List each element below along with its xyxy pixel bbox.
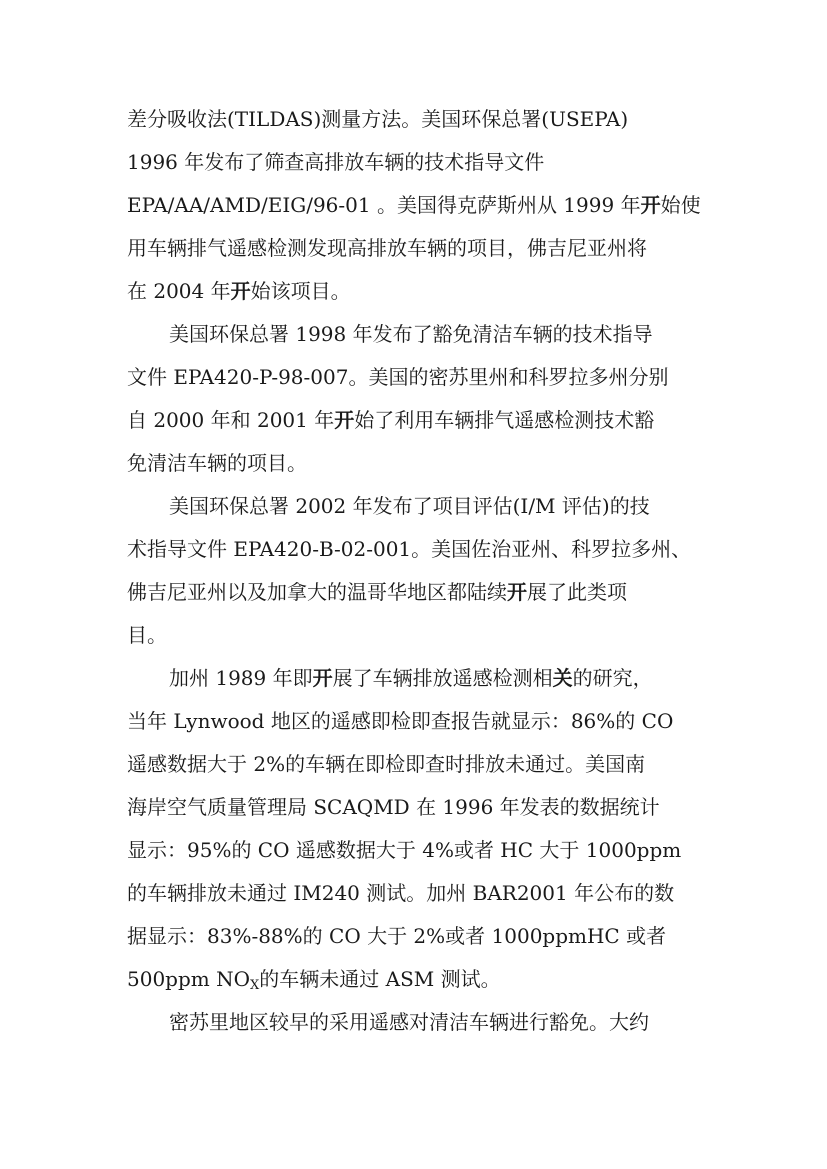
text-line: [127, 915, 707, 958]
text-segment: 的车辆未通过 ASM 测试。: [259, 967, 501, 991]
text-segment: 展了此类项: [527, 580, 627, 604]
text-line: [127, 872, 707, 915]
text-segment: 用车辆排气遥感检测发现高排放车辆的项目，佛吉尼亚州将: [127, 236, 647, 260]
text-segment: 加州 1989 年即: [169, 666, 313, 690]
text-segment: 开: [334, 408, 355, 432]
paragraph: [127, 98, 707, 313]
text-segment: 美国环保总署 2002 年发布了项目评估(I/M 评估)的技: [169, 494, 650, 518]
text-segment: 1996 年发布了筛查高排放车辆的技术指导文件: [127, 150, 545, 174]
text-segment: 开: [640, 193, 661, 217]
paragraph: [127, 313, 707, 485]
text-segment: 海岸空气质量管理局 SCAQMD 在 1996 年发表的数据统计: [127, 795, 660, 819]
text-line: [127, 829, 707, 872]
text-line: [127, 528, 707, 571]
text-segment: 开: [507, 580, 527, 604]
text-line: [127, 184, 707, 227]
text-segment: 在 2004 年: [127, 279, 231, 303]
text-line: [127, 141, 707, 184]
text-segment: 文件 EPA420-P-98-007。美国的密苏里州和科罗拉多州分别: [127, 365, 669, 389]
text-segment: 始了利用车辆排气遥感检测技术豁: [354, 408, 655, 432]
text-segment: 差分吸收法(TILDAS)测量方法。美国环保总署(USEPA): [127, 107, 629, 131]
text-segment: 500ppm NO: [127, 967, 250, 991]
text-segment: 遥感数据大于 2%的车辆在即检即查时排放未通过。美国南: [127, 752, 646, 776]
text-segment: 开: [312, 666, 333, 690]
text-line: [127, 1001, 707, 1044]
text-line: [127, 399, 707, 442]
text-line: [127, 743, 707, 786]
paragraph: [127, 657, 707, 1001]
text-line: [127, 571, 707, 614]
paragraph: [127, 1001, 707, 1044]
text-line: [127, 657, 707, 700]
subscript-text: X: [250, 978, 260, 993]
text-segment: 关: [552, 666, 573, 690]
text-line: [127, 356, 707, 399]
text-line: [127, 270, 707, 313]
text-segment: 的车辆排放未通过 IM240 测试。加州 BAR2001 年公布的数: [127, 881, 675, 905]
text-segment: 佛吉尼亚州以及加拿大的温哥华地区都陆续: [127, 580, 507, 604]
text-segment: 免清洁车辆的项目。: [127, 451, 307, 475]
text-segment: 密苏里地区较早的采用遥感对清洁车辆进行豁免。大约: [169, 1010, 649, 1034]
text-line: [127, 313, 707, 356]
body-text: [127, 98, 707, 1044]
text-segment: 目。: [127, 623, 167, 647]
text-segment: 自 2000 年和 2001 年: [127, 408, 335, 432]
text-segment: 据显示：83%-88%的 CO 大于 2%或者 1000ppmHC 或者: [127, 924, 667, 948]
text-segment: 当年 Lynwood 地区的遥感即检即查报告就显示：86%的 CO: [127, 709, 674, 733]
text-line: [127, 958, 707, 1001]
text-line: [127, 98, 707, 141]
text-segment: 始使: [660, 193, 701, 217]
text-segment: 展了车辆排放遥感检测相: [332, 666, 553, 690]
text-segment: 开: [230, 279, 251, 303]
text-line: [127, 700, 707, 743]
text-segment: 美国环保总署 1998 年发布了豁免清洁车辆的技术指导: [169, 322, 653, 346]
text-line: [127, 614, 707, 657]
text-line: [127, 442, 707, 485]
text-segment: EPA/AA/AMD/EIG/96-01 。美国得克萨斯州从 1999 年: [127, 193, 641, 217]
text-line: [127, 485, 707, 528]
text-segment: 显示：95%的 CO 遥感数据大于 4%或者 HC 大于 1000ppm: [127, 838, 682, 862]
paragraph: [127, 485, 707, 657]
text-segment: 术指导文件 EPA420-B-02-001。美国佐治亚州、科罗拉多州、: [127, 537, 692, 561]
text-line: [127, 786, 707, 829]
text-segment: 始该项目。: [250, 279, 351, 303]
text-line: [127, 227, 707, 270]
text-segment: 的研究，: [572, 666, 653, 690]
